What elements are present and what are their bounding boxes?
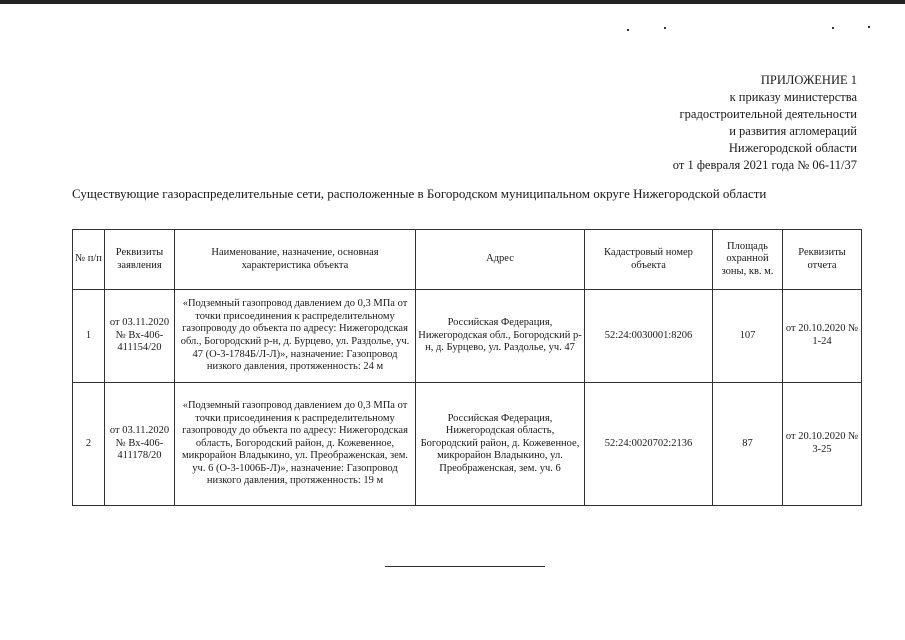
cell-description: «Подземный газопровод давлением до 0,3 МПа от точки присоединения к распределительному газопроводу до объекта по адресу: Нижегородская обл., Богородский р-н, д. Бурцево, ул. Раздолье, уч. 47 (О-3-1784Б/Л-Л)», назначение: Газопровод низкого давления, протяженность: 24 м [175,290,416,383]
appendix-header [527,72,857,174]
appendix-line: к приказу министерства [729,90,857,104]
cell-number: 1 [73,290,105,383]
closing-divider [385,566,545,567]
cell-cadastral: 52:24:0020702:2136 [585,383,713,506]
appendix-line: ПРИЛОЖЕНИЕ 1 [760,73,857,87]
cell-report: от 20.10.2020 № 1-24 [783,290,862,383]
table-row [73,290,862,383]
column-header-cadastral: Кадастровый номер объекта [585,230,713,290]
gas-networks-table [72,229,862,506]
cell-address: Российская Федерация, Нижегородская обл., Богородский р-н, д. Бурцево, ул. Раздолье, уч. 47 [416,290,585,383]
cell-cadastral: 52:24:0030001:8206 [585,290,713,383]
cell-area: 107 [713,290,783,383]
cell-report: от 20.10.2020 № 3-25 [783,383,862,506]
scan-speck [868,26,870,28]
cell-address: Российская Федерация, Нижегородская область, Богородский район, д. Кожевенное, микрорайон Владыкино, ул. Преображенская, зем. уч. 6 [416,383,585,506]
column-header-description: Наименование, назначение, основная характеристика объекта [175,230,416,290]
cell-application: от 03.11.2020 № Вх-406-411154/20 [105,290,175,383]
table-row [73,383,862,506]
cell-description: «Подземный газопровод давлением до 0,3 МПа от точки присоединения к распределительному газопроводу до объекта по адресу: Нижегородская область, Богородский район, д. Кожевенное, микрорайон Владыкино, ул. Преображенская, зем. уч. 6 (О-3-1006Б-Л)», назначение: Газопровод низкого давления, протяженность: 19 м [175,383,416,506]
scan-speck [627,29,629,31]
scan-speck [832,27,834,29]
top-border-rule [0,0,905,4]
column-header-number: № п/п [73,230,105,290]
appendix-line: и развития агломераций [729,124,857,138]
column-header-area: Площадь охранной зоны, кв. м. [713,230,783,290]
cell-number: 2 [73,383,105,506]
cell-area: 87 [713,383,783,506]
appendix-line: от 1 февраля 2021 года № 06-11/37 [672,158,857,172]
scan-speck [664,27,666,29]
column-header-address: Адрес [416,230,585,290]
column-header-application: Реквизиты заявления [105,230,175,290]
appendix-line: Нижегородской области [728,141,857,155]
document-title: Существующие газораспределительные сети, расположенные в Богородском муниципальном округе Нижегородской области [72,186,767,201]
table-header-row [73,230,862,290]
cell-application: от 03.11.2020 № Вх-406-411178/20 [105,383,175,506]
column-header-report: Реквизиты отчета [783,230,862,290]
appendix-line: градостроительной деятельности [679,107,857,121]
